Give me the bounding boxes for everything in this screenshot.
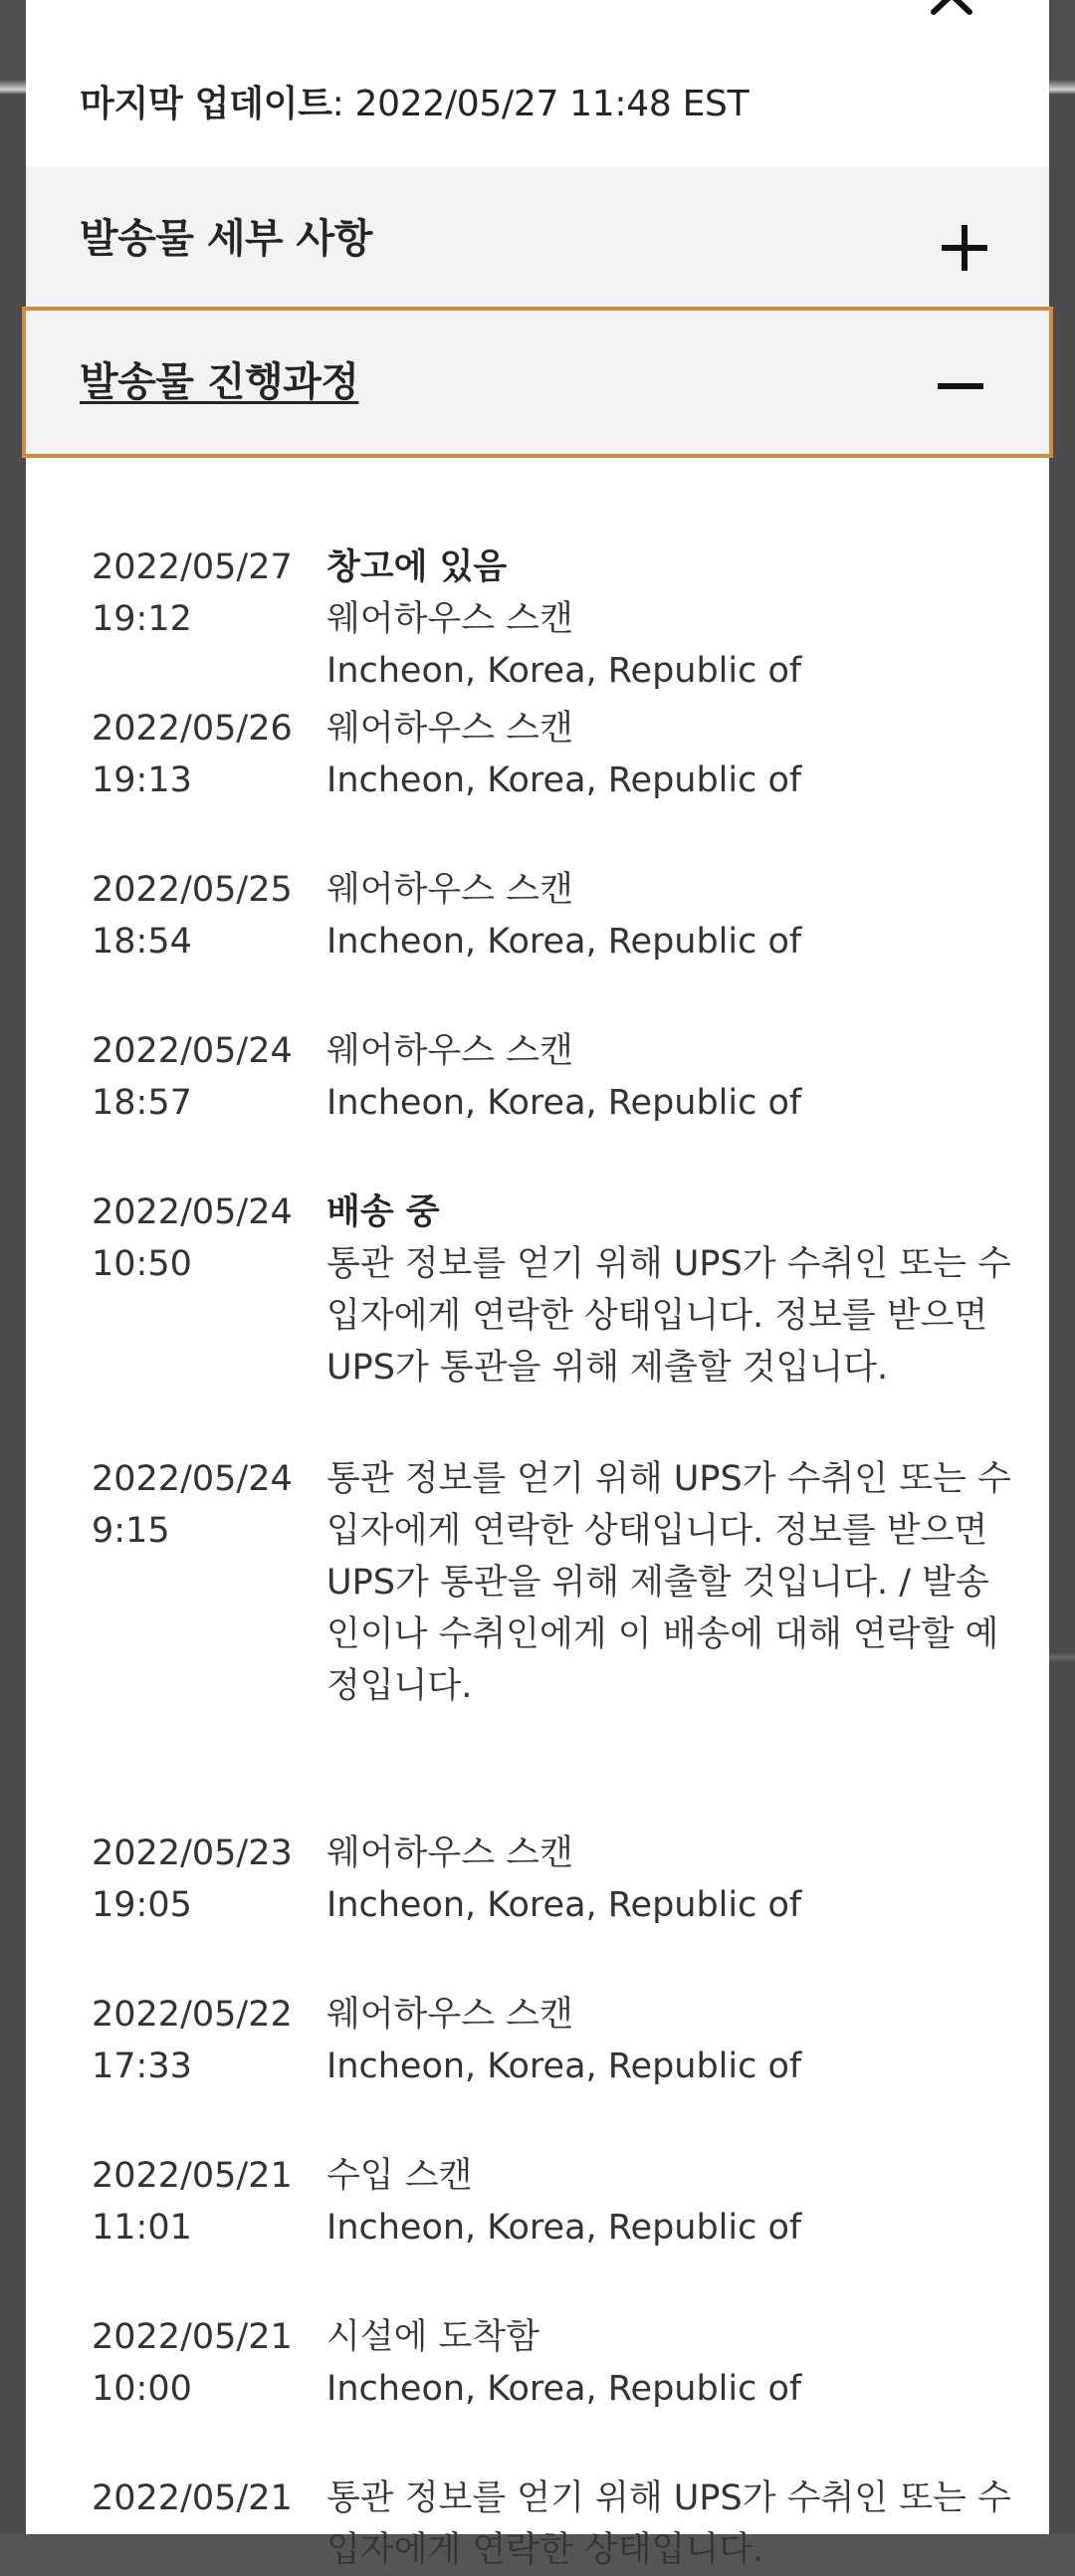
event-location: Incheon, Korea, Republic of (326, 651, 802, 691)
event-datetime (92, 541, 330, 645)
event-time: 10:50 (92, 1244, 192, 1284)
event-details (326, 2472, 1013, 2576)
event-datetime (92, 2311, 330, 2415)
event-date: 2022/05/24 (92, 1459, 293, 1499)
last-updated (80, 80, 749, 129)
event-details (326, 1186, 1013, 1394)
event-description: 웨어하우스 스캔 (326, 870, 573, 910)
event-description: 수입 스캔 (326, 2156, 473, 2196)
event-time: 9:15 (92, 1511, 170, 1551)
shipment-details-accordion[interactable] (26, 167, 1049, 305)
event-date: 2022/05/23 (92, 1833, 293, 1873)
event-date: 2022/05/21 (92, 2317, 293, 2357)
event-date: 2022/05/21 (92, 2478, 293, 2518)
event-details (326, 1025, 1013, 1129)
event-location: Incheon, Korea, Republic of (326, 1885, 802, 1925)
event-description: 통관 정보를 얻기 위해 UPS가 수취인 또는 수입자에게 연락한 상태입니다. (326, 2478, 1011, 2570)
event-description: 웨어하우스 스캔 (326, 1833, 573, 1873)
event-date: 2022/05/24 (92, 1031, 293, 1071)
close-icon (926, 0, 977, 18)
event-date: 2022/05/24 (92, 1192, 293, 1232)
event-details (326, 1827, 1013, 1931)
event-location: Incheon, Korea, Republic of (326, 2046, 802, 2086)
event-time: 11:01 (92, 2208, 192, 2248)
event-description: 웨어하우스 스캔 (326, 1995, 573, 2035)
event-date: 2022/05/26 (92, 709, 293, 749)
event-datetime (92, 1186, 330, 1290)
event-description: 통관 정보를 얻기 위해 UPS가 수취인 또는 수입자에게 연락한 상태입니다. 정보를 받으면 UPS가 통관을 위해 제출할 것입니다. (326, 1244, 1011, 1388)
last-updated-label: 마지막 업데이트 (80, 84, 332, 124)
event-datetime (92, 864, 330, 967)
event-details (326, 703, 1013, 806)
event-status: 배송 중 (326, 1192, 440, 1232)
event-time: 18:57 (92, 1083, 192, 1123)
event-time: 19:12 (92, 599, 192, 639)
event-location: Incheon, Korea, Republic of (326, 760, 802, 800)
event-status: 창고에 있음 (326, 547, 508, 587)
event-datetime (92, 1989, 330, 2092)
event-location: Incheon, Korea, Republic of (326, 1083, 802, 1123)
event-time: 18:54 (92, 922, 192, 962)
minus-icon (938, 382, 983, 390)
event-location: Incheon, Korea, Republic of (326, 2208, 802, 2248)
tracking-modal (26, 0, 1049, 2570)
event-description: 시설에 도착함 (326, 2317, 539, 2357)
last-updated-value: : 2022/05/27 11:48 EST (331, 84, 750, 124)
event-details (326, 2311, 1013, 2415)
event-description: 웨어하우스 스캔 (326, 709, 573, 749)
event-datetime (92, 2472, 330, 2524)
event-datetime (92, 1025, 330, 1129)
event-datetime (92, 1453, 330, 1557)
event-datetime (92, 1827, 330, 1931)
shipment-details-title: 발송물 세부 사항 (80, 216, 372, 262)
event-details (326, 1453, 1013, 1712)
event-details (326, 1989, 1013, 2092)
event-datetime (92, 703, 330, 806)
shipment-progress-title: 발송물 진행과정 (80, 359, 359, 405)
event-location: Incheon, Korea, Republic of (326, 2369, 802, 2409)
event-date: 2022/05/21 (92, 2156, 293, 2196)
plus-icon (942, 225, 987, 271)
shipment-progress-accordion[interactable] (22, 307, 1053, 458)
event-details (326, 2150, 1013, 2254)
event-date: 2022/05/25 (92, 870, 293, 910)
event-datetime (92, 2150, 330, 2254)
event-description: 웨어하우스 스캔 (326, 599, 573, 639)
event-time: 10:00 (92, 2369, 192, 2409)
event-time: 17:33 (92, 2046, 192, 2086)
event-date: 2022/05/22 (92, 1995, 293, 2035)
event-description: 웨어하우스 스캔 (326, 1031, 573, 1071)
event-date: 2022/05/27 (92, 547, 293, 587)
event-time: 19:05 (92, 1885, 192, 1925)
event-description: 통관 정보를 얻기 위해 UPS가 수취인 또는 수입자에게 연락한 상태입니다. 정보를 받으면 UPS가 통관을 위해 제출할 것입니다. / 발송인이나 수취인에게 이 배송에 대해 연락할 예정입니다. (326, 1459, 1011, 1706)
event-details (326, 864, 1013, 967)
event-location: Incheon, Korea, Republic of (326, 922, 802, 962)
close-button[interactable] (926, 0, 977, 18)
event-details (326, 541, 1013, 697)
event-time: 19:13 (92, 760, 192, 800)
